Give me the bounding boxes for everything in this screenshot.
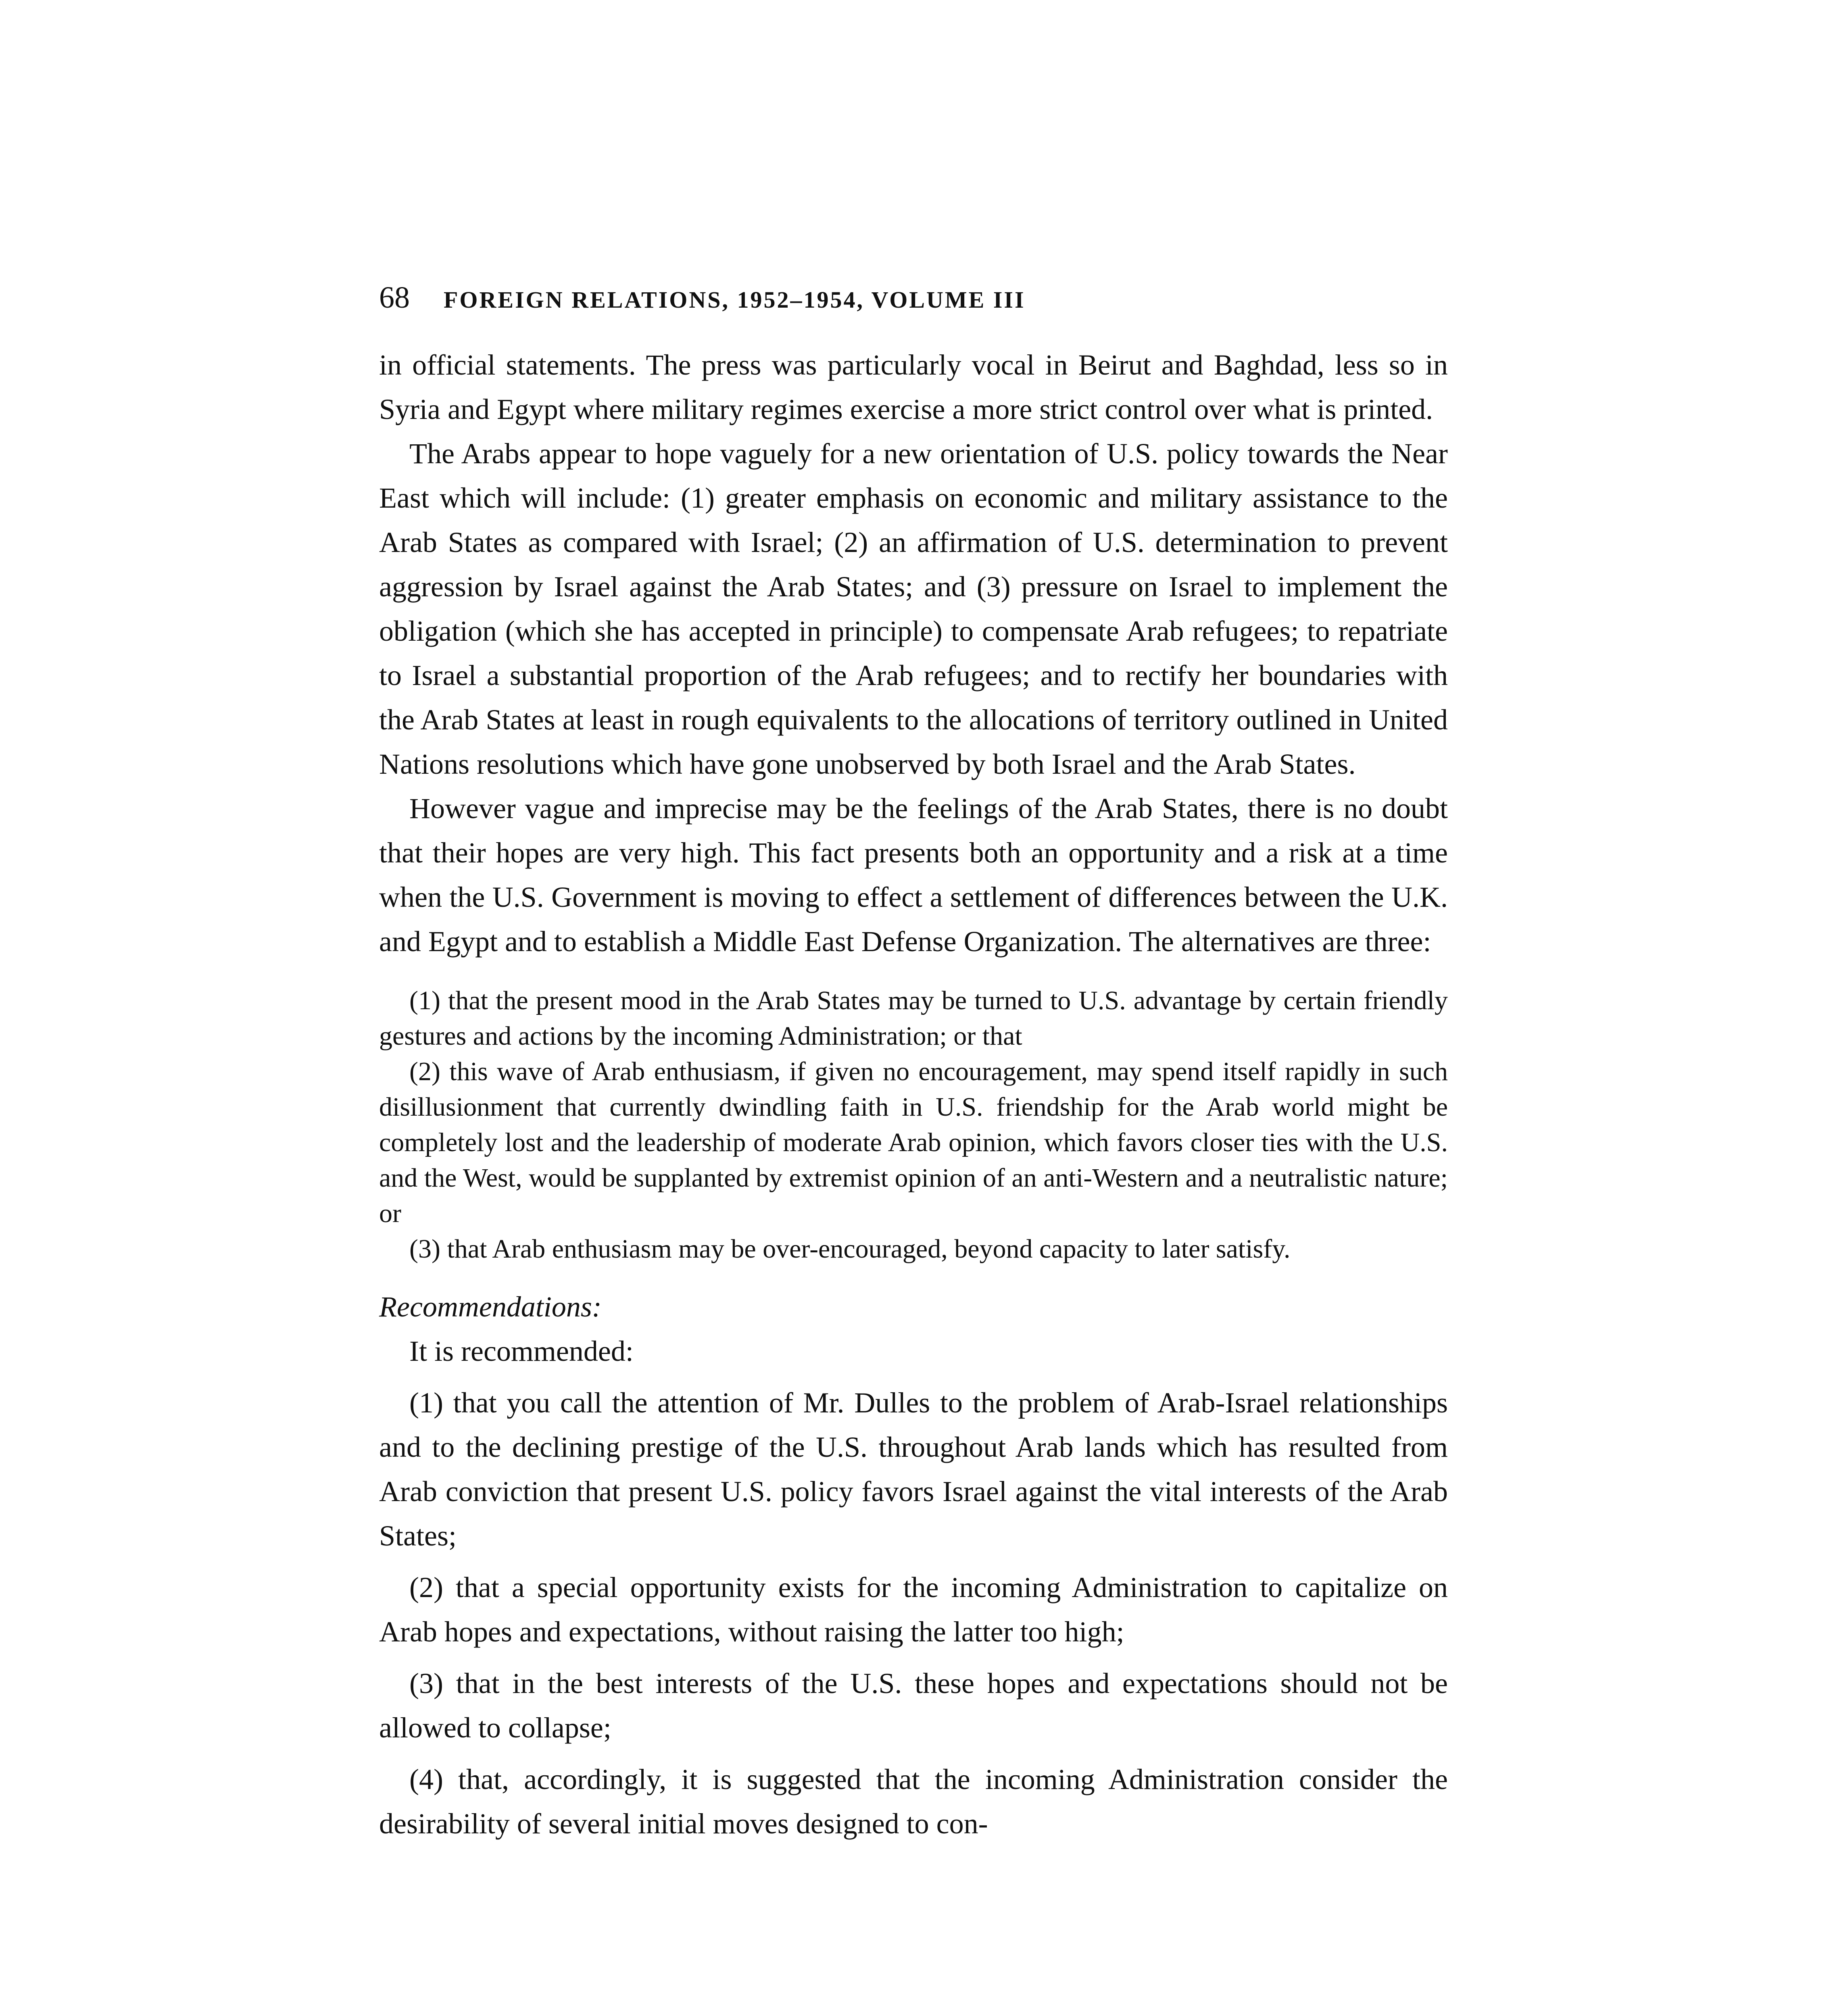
- alternative-item-3: (3) that Arab enthusiasm may be over-encouraged, beyond capacity to later satisfy.: [409, 1234, 1291, 1264]
- paragraph-press-continuation: in official statements. The press was particularly vocal in Beirut and Baghdad, less so in Syria and Egypt where military regimes exercise a more strict control over what is printed.: [379, 349, 1448, 425]
- recommendation-item-1: (1) that you call the attention of Mr. Dulles to the problem of Arab-Israel relationships and to the declining prestige of the U.S. throughout Arab lands which has resulted from Arab conviction that present U.S. policy favors Israel against the vital interests of the Arab States;: [379, 1387, 1448, 1552]
- document-page: [379, 282, 1448, 1853]
- running-head: FOREIGN RELATIONS, 1952–1954, VOLUME III: [444, 287, 1026, 313]
- recommendation-item-4: (4) that, accordingly, it is suggested that the incoming Administration consider the desirability of several initial moves designed to con-: [379, 1763, 1448, 1840]
- alternatives-list: [379, 983, 1448, 1267]
- recommendation-item-3: (3) that in the best interests of the U.S. these hopes and expectations should not be allowed to collapse;: [379, 1667, 1448, 1744]
- paragraph-arab-hopes: The Arabs appear to hope vaguely for a new orientation of U.S. policy towards the Near East which will include: (1) greater emphasis on economic and military assistance to the Arab States as compared with Israel; (2) an affirmation of U.S. determination to prevent aggression by Israel against the Arab States; and (3) pressure on Israel to implement the obligation (which she has accepted in principle) to compensate Arab refugees; to repatriate to Israel a substantial proportion of the Arab refugees; and to rectify her boundaries with the Arab States at least in rough equivalents to the allocations of territory outlined in United Nations resolutions which have gone unobserved by both Israel and the Arab States.: [379, 437, 1448, 780]
- recommendations-heading: Recommendations:: [379, 1291, 602, 1323]
- page-header: [379, 282, 1448, 339]
- alternative-item-1: (1) that the present mood in the Arab States may be turned to U.S. advantage by certain friendly gestures and actions by the incoming Administration; or that: [379, 986, 1448, 1051]
- recommendation-item-2: (2) that a special opportunity exists for the incoming Administration to capitalize on Arab hopes and expectations, without raising the latter too high;: [379, 1571, 1448, 1648]
- page-number: 68: [379, 281, 410, 314]
- alternative-item-2: (2) this wave of Arab enthusiasm, if given no encouragement, may spend itself rapidly in such disillusionment that currently dwindling faith in U.S. friendship for the Arab world might be completely lost and the leadership of moderate Arab opinion, which favors closer ties with the U.S. and the West, would be supplanted by extremist opinion of an anti-Western and a neutralistic nature; or: [379, 1057, 1448, 1228]
- paragraph-alternatives-intro: However vague and imprecise may be the feelings of the Arab States, there is no doubt that their hopes are very high. This fact presents both an opportunity and a risk at a time when the U.S. Government is moving to effect a settlement of differences between the U.K. and Egypt and to establish a Middle East Defense Organization. The alternatives are three:: [379, 792, 1448, 958]
- recommendations-lead: It is recommended:: [409, 1335, 634, 1367]
